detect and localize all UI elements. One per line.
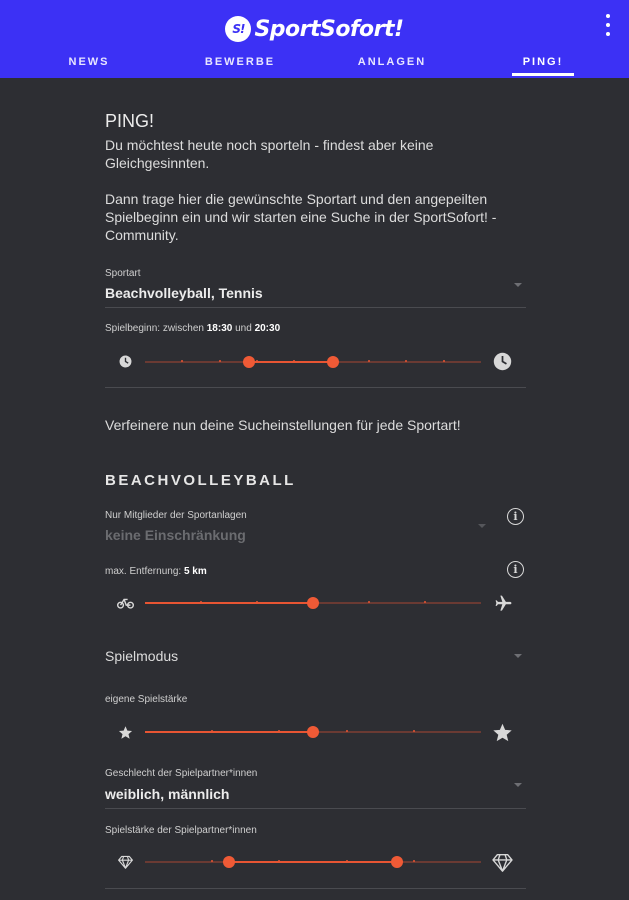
slider-thumb-start[interactable] bbox=[243, 356, 255, 368]
tab-anlagen[interactable]: ANLAGEN bbox=[357, 56, 427, 68]
app-bar bbox=[0, 0, 629, 78]
diamond-small-icon bbox=[117, 854, 133, 870]
slider-thumb-end[interactable] bbox=[391, 856, 403, 868]
partner-strength-slider[interactable] bbox=[145, 861, 481, 863]
info-icon[interactable]: i bbox=[507, 561, 524, 578]
slider-tick bbox=[368, 601, 370, 603]
gender-label: Geschlecht der Spielpartner*innen bbox=[105, 768, 258, 779]
star-large-icon bbox=[491, 721, 513, 743]
distance-slider[interactable] bbox=[145, 602, 481, 604]
clock-large-icon bbox=[492, 351, 512, 371]
gender-value: weiblich, männlich bbox=[105, 786, 230, 802]
more-vert-icon[interactable] bbox=[601, 14, 615, 36]
slider-fill bbox=[249, 361, 333, 363]
slider-tick bbox=[219, 360, 221, 362]
partner-strength-label: Spielstärke der Spielpartner*innen bbox=[105, 825, 257, 836]
slider-tick bbox=[413, 860, 415, 862]
slider-tick bbox=[443, 360, 445, 362]
sportart-underline bbox=[105, 307, 526, 308]
logo-text: SportSofort! bbox=[254, 16, 404, 42]
section-divider bbox=[105, 888, 526, 889]
slider-fill bbox=[145, 731, 313, 733]
spielbeginn-label: Spielbeginn: zwischen 18:30 und 20:30 bbox=[105, 323, 281, 334]
sportart-label: Sportart bbox=[105, 268, 141, 279]
info-icon[interactable]: i bbox=[507, 508, 524, 525]
slider-thumb[interactable] bbox=[307, 597, 319, 609]
own-strength-slider[interactable] bbox=[145, 731, 481, 733]
intro-text: Du möchtest heute noch sporteln - findest aber keine Gleichgesinnten. bbox=[105, 137, 434, 171]
slider-tick bbox=[346, 730, 348, 732]
spielbeginn-from: 18:30 bbox=[206, 323, 233, 334]
tab-news[interactable]: NEWS bbox=[68, 56, 110, 68]
slider-thumb[interactable] bbox=[307, 726, 319, 738]
chevron-down-icon bbox=[514, 654, 522, 658]
section-divider bbox=[105, 387, 526, 388]
refine-text: Verfeinere nun deine Sucheinstellungen für jede Sportart! bbox=[105, 417, 461, 433]
slider-tick bbox=[211, 860, 213, 862]
gender-underline bbox=[105, 808, 526, 809]
slider-fill bbox=[145, 602, 313, 604]
distance-value: 5 km bbox=[183, 566, 207, 577]
slider-tick bbox=[413, 730, 415, 732]
own-strength-label: eigene Spielstärke bbox=[105, 694, 188, 705]
bicycle-icon bbox=[116, 596, 134, 610]
slider-tick bbox=[181, 360, 183, 362]
tab-bewerbe[interactable]: BEWERBE bbox=[204, 56, 276, 68]
star-small-icon bbox=[117, 724, 133, 740]
members-label: Nur Mitglieder der Sportanlagen bbox=[105, 510, 247, 521]
spielbeginn-to: 20:30 bbox=[254, 323, 281, 334]
sport-section-title: BEACHVOLLEYBALL bbox=[105, 472, 296, 489]
tab-ping[interactable]: PING! bbox=[522, 56, 564, 68]
active-tab-indicator bbox=[512, 73, 574, 76]
chevron-down-icon bbox=[514, 283, 522, 287]
slider-tick bbox=[405, 360, 407, 362]
sportart-value: Beachvolleyball, Tennis bbox=[105, 285, 263, 301]
page-title: PING! bbox=[105, 111, 155, 131]
intro-text-2: Dann trage hier die gewünschte Sportart und den angepeilten Spielbeginn ein und wir starten eine Suche in der SportSofort! - Community. bbox=[105, 191, 497, 243]
spielmodus-label: Spielmodus bbox=[105, 648, 179, 664]
chevron-down-icon bbox=[478, 524, 486, 528]
diamond-large-icon bbox=[491, 851, 513, 873]
logo-badge-icon: S! bbox=[225, 16, 251, 42]
slider-thumb-end[interactable] bbox=[327, 356, 339, 368]
slider-thumb-start[interactable] bbox=[223, 856, 235, 868]
chevron-down-icon bbox=[514, 783, 522, 787]
distance-label: max. Entfernung: 5 km bbox=[105, 566, 207, 577]
time-range-slider[interactable] bbox=[145, 361, 481, 363]
clock-small-icon bbox=[118, 354, 132, 368]
slider-tick bbox=[368, 360, 370, 362]
slider-tick bbox=[424, 601, 426, 603]
slider-fill bbox=[229, 861, 397, 863]
members-value: keine Einschränkung bbox=[105, 527, 246, 543]
app-logo bbox=[0, 12, 629, 46]
airplane-icon bbox=[492, 593, 514, 613]
